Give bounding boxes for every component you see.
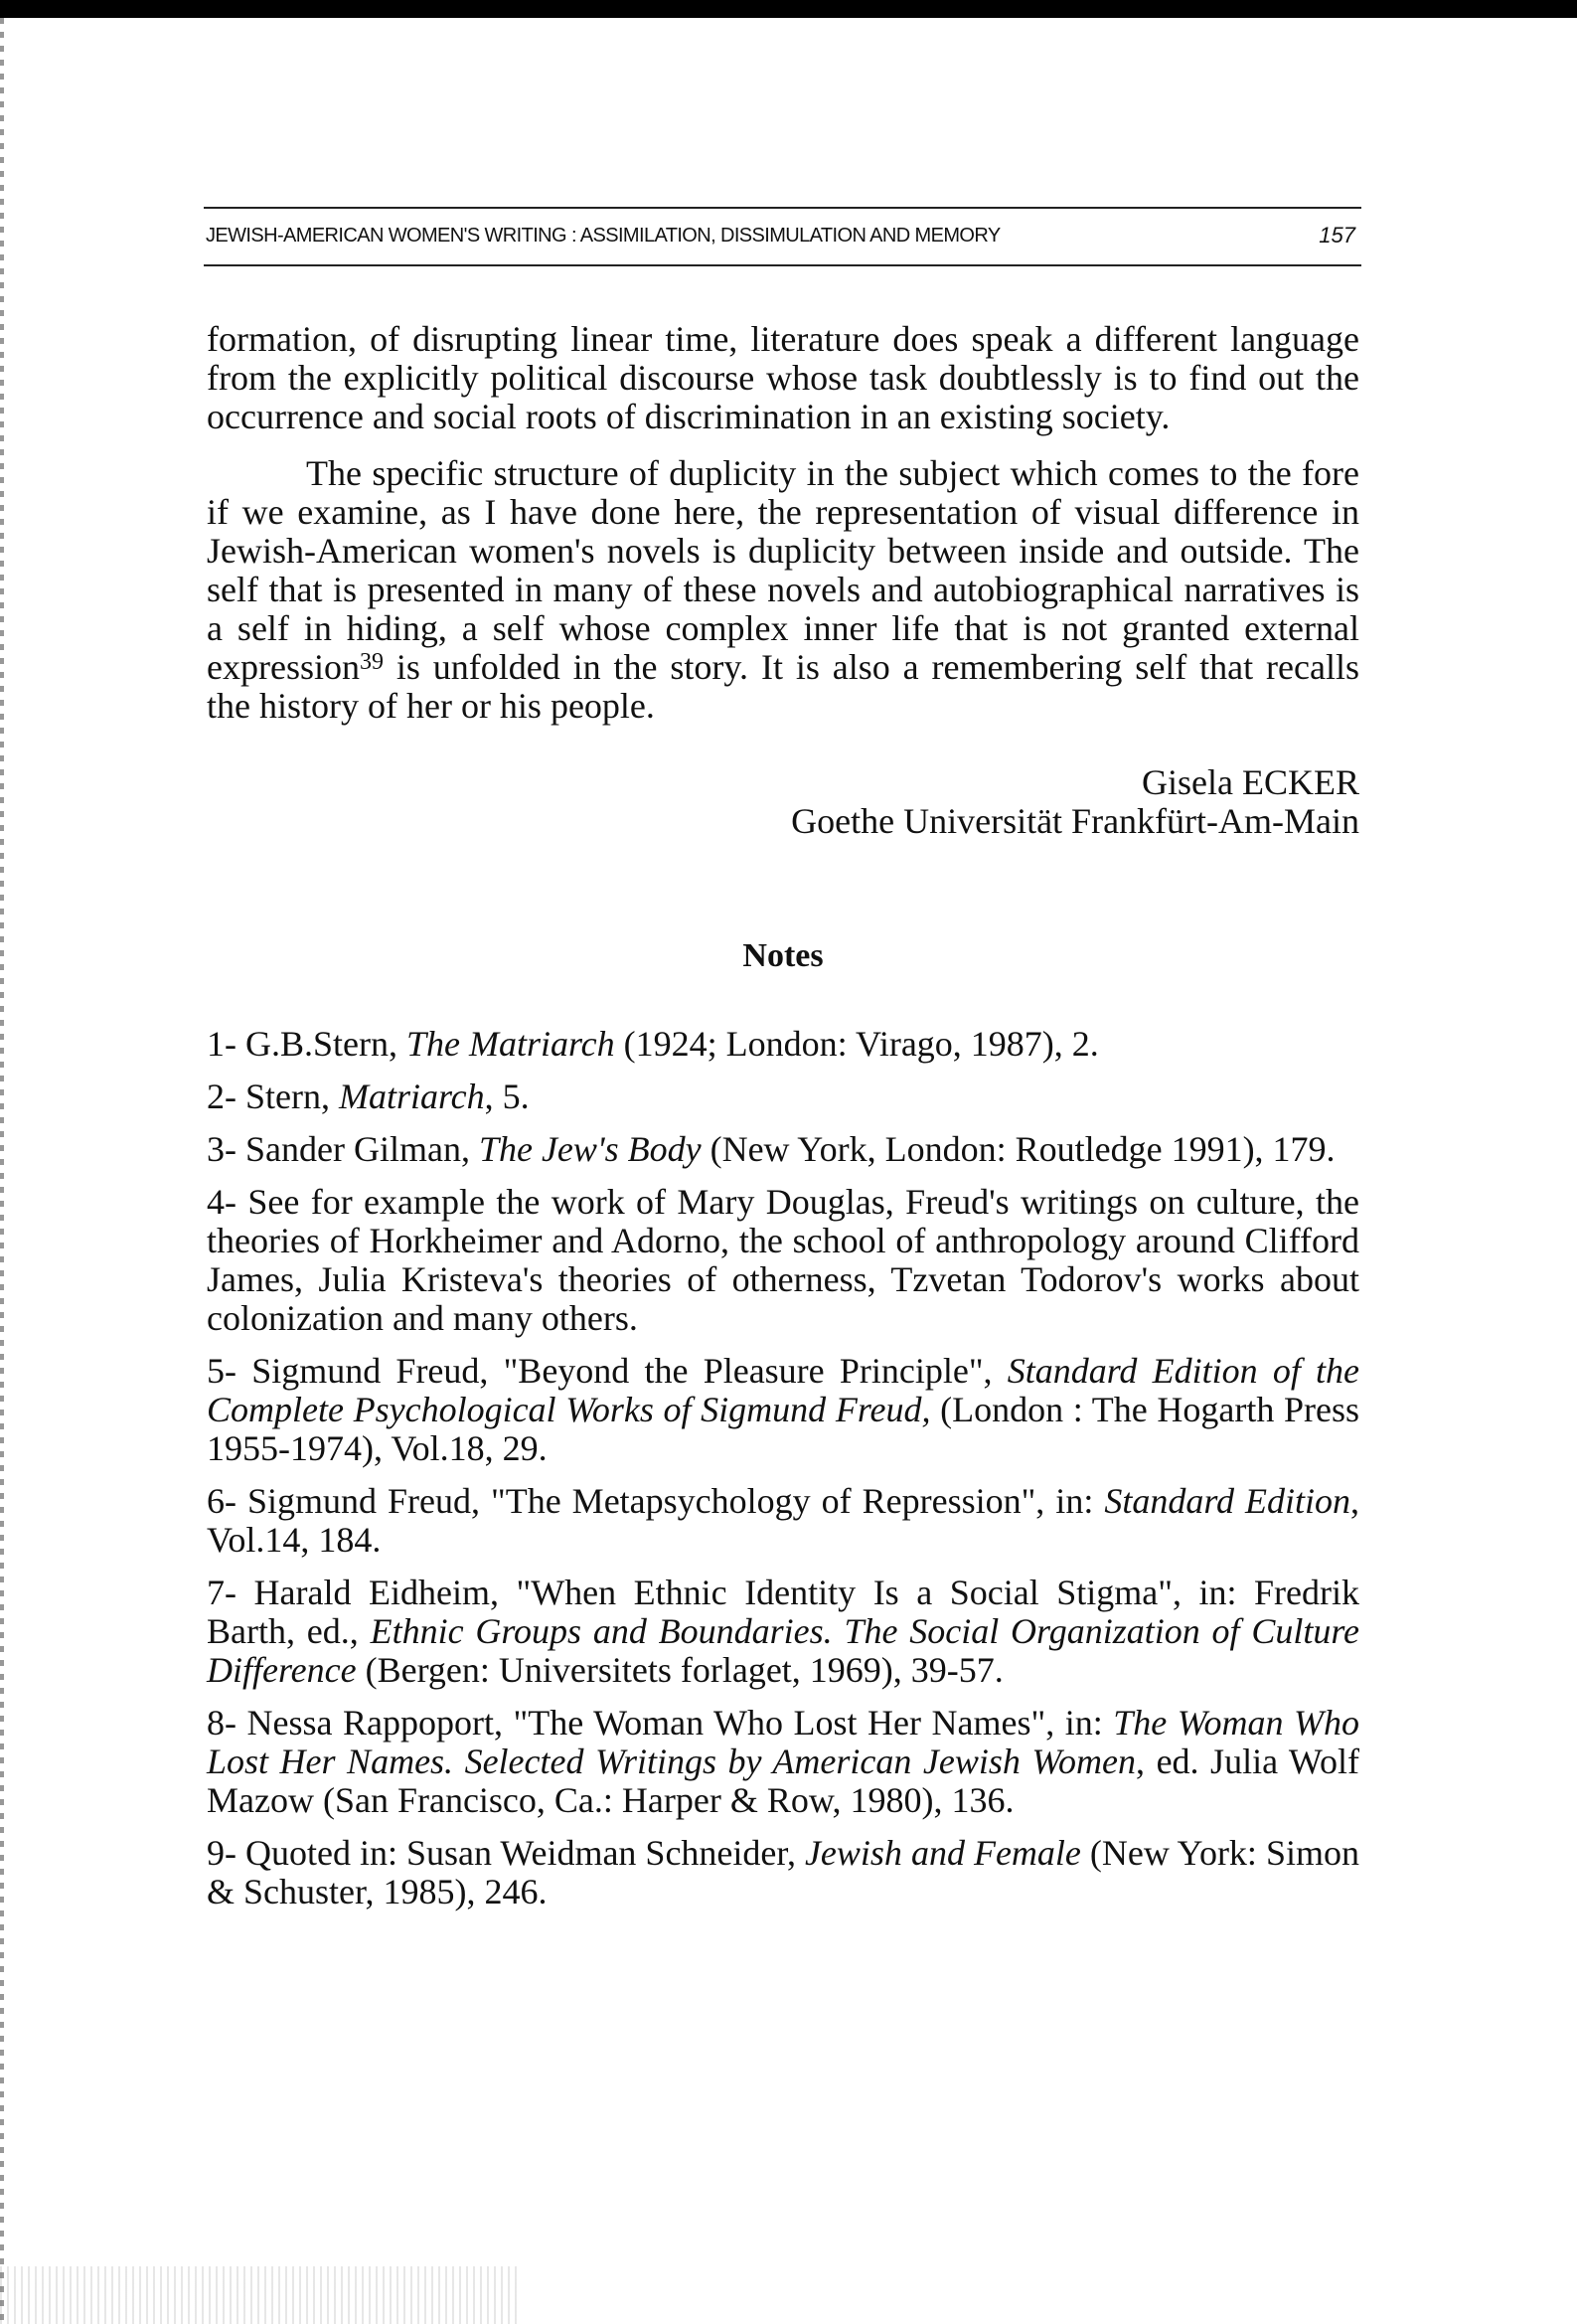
note-2-text: 2- Stern, xyxy=(207,1077,339,1116)
note-4 xyxy=(207,1183,1359,1338)
note-4-text: 4- See for example the work of Mary Douglas, Freud's writings on culture, the theories of Horkheimer and Adorno, the school of anthropology around Clifford James, Julia Kristeva's theories of otherness, Tzvetan Todorov's works about colonization and many others. xyxy=(207,1182,1359,1338)
author-signature xyxy=(207,763,1359,841)
note-8-text: 8- Nessa Rappoport, "The Woman Who Lost Her Names", in: xyxy=(207,1703,1114,1743)
note-8-title: The Woman Who Lost Her Names. Selected Writings by American Jewish Women xyxy=(207,1703,1360,1781)
scan-top-border xyxy=(0,0,1577,18)
scan-left-edge xyxy=(0,18,4,2324)
note-7-title: Ethnic Groups and Boundaries. The Social Organization of Culture Difference xyxy=(207,1611,1359,1690)
note-8-citation: , ed. Julia Wolf Mazow (San Francisco, Ca.: Harper & Row, 1980), 136. xyxy=(207,1742,1360,1820)
body-paragraph-2-text: The specific structure of duplicity in the subject which comes to the fore if we examine, as I have done here, the representation of visual difference in Jewish-American women's novels is duplicity between inside and outside. The self that is presented in many of these novels and autobiographical narratives is a self in hiding, a self whose complex inner life that is not granted external expression xyxy=(207,453,1359,687)
note-9-title: Jewish and Female xyxy=(804,1833,1081,1873)
note-1-title: The Matriarch xyxy=(406,1024,615,1064)
notes-heading: Notes xyxy=(742,937,824,974)
note-5-text: 5- Sigmund Freud, "Beyond the Pleasure Principle", xyxy=(207,1351,1008,1391)
note-1-text: 1- G.B.Stern, xyxy=(207,1024,406,1064)
note-6-citation: , Vol.14, 184. xyxy=(207,1481,1360,1560)
note-1-citation: (1924; London: Virago, 1987), 2. xyxy=(614,1024,1099,1064)
note-6-text: 6- Sigmund Freud, "The Metapsychology of Repression", in: xyxy=(207,1481,1105,1521)
body-paragraph-2 xyxy=(207,454,1359,726)
note-7 xyxy=(207,1574,1359,1690)
body-paragraph-2-text-end: is unfolded in the story. It is also a remembering self that recalls the history of her or his people. xyxy=(207,647,1359,726)
note-1 xyxy=(207,1025,1359,1064)
note-3-title: The Jew's Body xyxy=(478,1129,702,1169)
note-3-text: 3- Sander Gilman, xyxy=(207,1129,479,1169)
note-9-citation: (New York: Simon & Schuster, 1985), 246. xyxy=(207,1833,1359,1911)
note-3-citation: (New York, London: Routledge 1991), 179. xyxy=(701,1129,1336,1169)
page-content xyxy=(207,320,1359,1925)
note-6-title: Standard Edition xyxy=(1104,1481,1351,1521)
note-5 xyxy=(207,1352,1359,1468)
note-6 xyxy=(207,1482,1359,1560)
note-9-text: 9- Quoted in: Susan Weidman Schneider, xyxy=(207,1833,805,1873)
note-2-citation: , 5. xyxy=(484,1077,530,1116)
running-header xyxy=(204,207,1361,266)
author-name: Gisela ECKER xyxy=(1142,762,1359,802)
note-9 xyxy=(207,1834,1359,1911)
note-2-title: Matriarch xyxy=(338,1077,485,1116)
footnote-ref-39: 39 xyxy=(359,649,384,675)
body-paragraph-1: formation, of disrupting linear time, literature does speak a different language from the explicitly political discourse whose task doubtlessly is to find out the occurrence and social roots of discrimination in an existing society. xyxy=(207,319,1359,436)
note-2 xyxy=(207,1078,1359,1116)
note-5-title: Standard Edition of the Complete Psychological Works of Sigmund Freud, xyxy=(207,1351,1360,1429)
running-header-title: JEWISH-AMERICAN WOMEN'S WRITING : ASSIMILATION, DISSIMULATION AND MEMORY xyxy=(206,225,1001,247)
note-7-text: 7- Harald Eidheim, "When Ethnic Identity Is a Social Stigma", in: Fredrik Barth, ed., xyxy=(207,1573,1359,1651)
note-3 xyxy=(207,1130,1359,1169)
author-affiliation: Goethe Universität Frankfürt-Am-Main xyxy=(791,801,1359,841)
note-7-citation: (Bergen: Universitets forlaget, 1969), 39-57. xyxy=(356,1650,1004,1690)
scan-noise xyxy=(0,2266,517,2324)
page-number: 157 xyxy=(1319,223,1355,248)
note-5-citation: (London : The Hogarth Press 1955-1974), Vol.18, 29. xyxy=(207,1390,1359,1468)
note-8 xyxy=(207,1704,1359,1820)
